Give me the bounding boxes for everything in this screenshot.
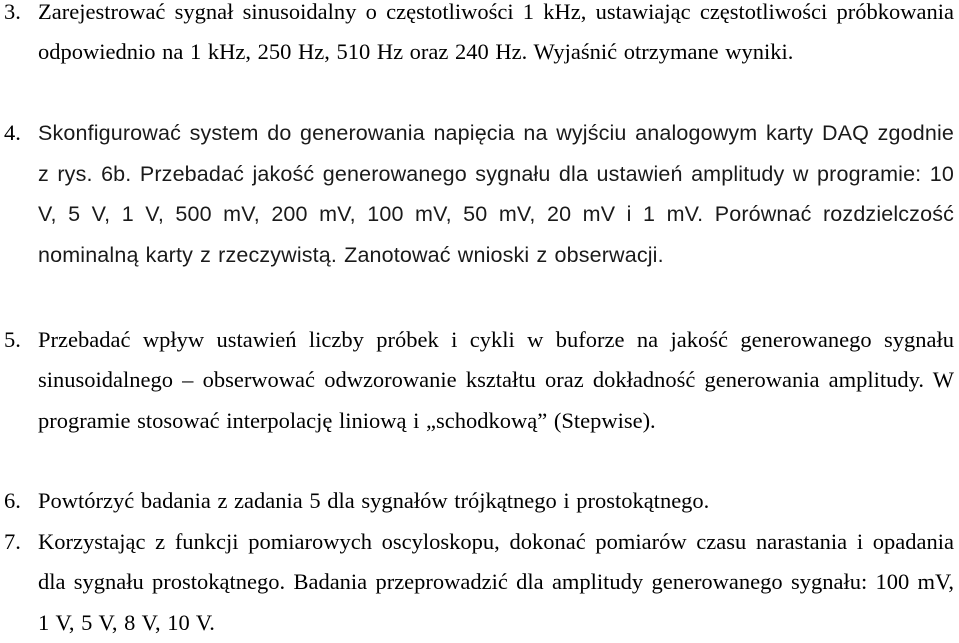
item-text: Przebadać wpływ ustawień liczby próbek i cykli w buforze na jakość generowanego sygnału sinusoidalnego – obserwować odwzorowanie kształtu oraz dokładność generowania amplitudy. W programie stosować interpolację liniową i „schodkową” (Stepwise). xyxy=(38,327,954,433)
list-item-4 xyxy=(0,113,959,275)
item-number: 3. xyxy=(4,0,21,24)
list-item-6 xyxy=(0,481,959,520)
item-number: 7. xyxy=(4,529,21,554)
item-text: Powtórzyć badania z zadania 5 dla sygnałów trójkątnego i prostokątnego. xyxy=(38,488,710,513)
list-item-3 xyxy=(0,0,959,73)
item-number: 6. xyxy=(4,488,21,513)
item-number: 4. xyxy=(4,120,21,145)
item-text: Korzystając z funkcji pomiarowych oscyloskopu, dokonać pomiarów czasu narastania i opadania dla sygnału prostokątnego. Badania przeprowadzić dla amplitudy generowanego sygnału: 100 mV, 1 V, 5 V, 8 V, 10 V. xyxy=(38,529,954,635)
item-text: Zarejestrować sygnał sinusoidalny o częstotliwości 1 kHz, ustawiając częstotliwości próbkowania odpowiednio na 1 kHz, 250 Hz, 510 Hz oraz 240 Hz. Wyjaśnić otrzymane wyniki. xyxy=(38,0,954,65)
list-item-7 xyxy=(0,522,959,643)
list-item-5 xyxy=(0,320,959,441)
item-number: 5. xyxy=(4,327,21,352)
item-text: Skonfigurować system do generowania napięcia na wyjściu analogowym karty DAQ zgodnie z rys. 6b. Przebadać jakość generowanego sygnału dla ustawień amplitudy w programie: 10 V, 5 V, 1 V, 500 mV, 200 mV, 100 mV, 50 mV, 20 mV i 1 mV. Porównać rozdzielczość nominalną karty z rzeczywistą. Zanotować wnioski z obserwacji. xyxy=(38,121,954,267)
